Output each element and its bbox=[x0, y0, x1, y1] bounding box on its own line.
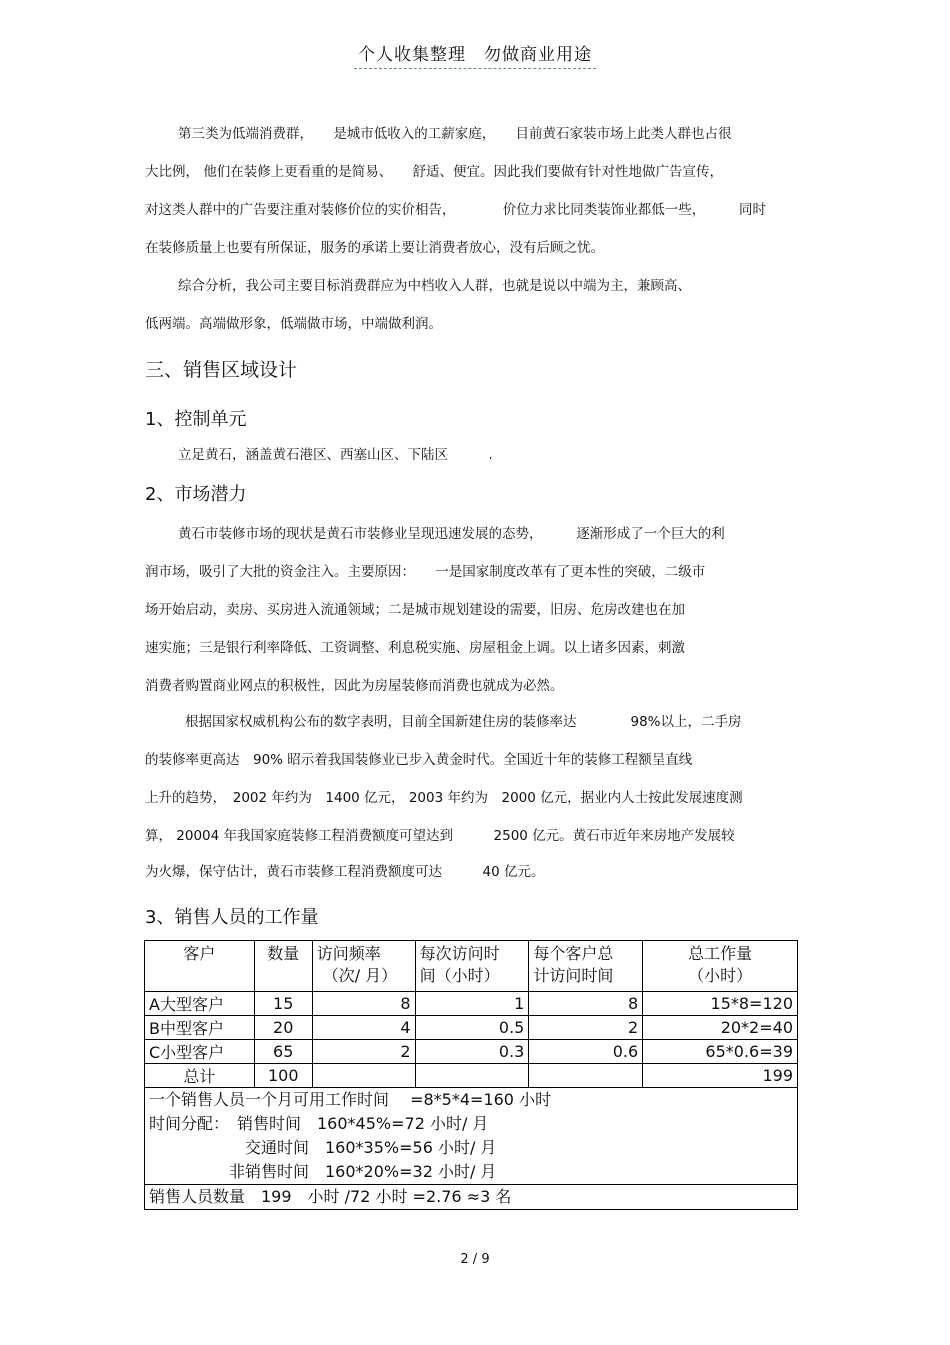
table-cell: 0.5 bbox=[415, 1016, 529, 1040]
table-cell: B中型客户 bbox=[145, 1016, 255, 1040]
subheading-market-potential: 2、市场潜力 bbox=[145, 484, 247, 505]
table-cell: 65*0.6=39 bbox=[643, 1040, 798, 1064]
table-cell: 65 bbox=[254, 1040, 312, 1064]
summary-line: 非销售时间 160*20%=32 小时/ 月 bbox=[149, 1162, 497, 1181]
table-cell: 20*2=40 bbox=[643, 1016, 798, 1040]
header-line: 间（小时） bbox=[419, 966, 500, 985]
table-row bbox=[145, 1016, 798, 1040]
table-cell: 0.3 bbox=[415, 1040, 529, 1064]
summary-line: 时间分配： 销售时间 160*45%=72 小时/ 月 bbox=[149, 1114, 489, 1133]
table-header-cell bbox=[312, 941, 415, 992]
table-cell: 总计 bbox=[145, 1064, 255, 1088]
table-header-row bbox=[145, 941, 798, 992]
paragraph-line: 根据国家权威机构公布的数字表明，目前全国新建住房的装修率达 98%以上，二手房 bbox=[185, 714, 742, 730]
table-cell: 1 bbox=[415, 992, 529, 1016]
section-heading: 三、销售区域设计 bbox=[145, 359, 298, 381]
subheading-sales-workload: 3、销售人员的工作量 bbox=[145, 907, 319, 928]
summary-cell bbox=[145, 1088, 798, 1185]
table-cell: 8 bbox=[312, 992, 415, 1016]
paragraph-line: 为火爆，保守估计，黄石市装修工程消费额度可达 40 亿元。 bbox=[145, 864, 545, 880]
final-row bbox=[145, 1185, 798, 1210]
paragraph-line: 在装修质量上也要有所保证，服务的承诺上要让消费者放心，没有后顾之忧。 bbox=[145, 240, 604, 256]
table-cell: 0.6 bbox=[529, 1040, 643, 1064]
table-header-cell bbox=[254, 941, 312, 992]
table-cell: 15*8=120 bbox=[643, 992, 798, 1016]
paragraph-line: 润市场，吸引了大批的资金注入。主要原因： 一是国家制度改革有了更本性的突破，二级市 bbox=[145, 564, 706, 580]
table-cell: 2 bbox=[529, 1016, 643, 1040]
header-line: 数量 bbox=[267, 944, 300, 963]
paragraph-line: 算， 20004 年我国家庭装修工程消费额度可望达到 2500 亿元。黄石市近年来房地产发展较 bbox=[145, 828, 735, 844]
header-line: 客户 bbox=[183, 944, 216, 963]
table-cell: 8 bbox=[529, 992, 643, 1016]
header-line: （次/ 月） bbox=[322, 966, 398, 985]
paragraph-line: 大比例， 他们在装修上更看重的是简易、 舒适、便宜。因此我们要做有针对性地做广告宣传， bbox=[145, 164, 724, 180]
summary-line: 交通时间 160*35%=56 小时/ 月 bbox=[149, 1138, 497, 1157]
table-cell: 15 bbox=[254, 992, 312, 1016]
table-cell bbox=[415, 1064, 529, 1088]
header-line: 访问频率 bbox=[316, 944, 381, 963]
paragraph-line: 上升的趋势， 2002 年约为 1400 亿元， 2003 年约为 2000 亿元，据业内人士按此发展速度测 bbox=[145, 790, 743, 806]
header-line: 计访问时间 bbox=[533, 966, 614, 985]
table-header-cell bbox=[529, 941, 643, 992]
paragraph-line: 立足黄石，涵盖黄石港区、西塞山区、下陆区 . bbox=[178, 447, 493, 463]
summary-line: 一个销售人员一个月可用工作时间 =8*5*4=160 小时 bbox=[149, 1090, 552, 1109]
table-row bbox=[145, 1064, 798, 1088]
paragraph-line: 低两端。高端做形象，低端做市场，中端做利润。 bbox=[145, 316, 442, 332]
table-cell: A大型客户 bbox=[145, 992, 255, 1016]
header-line: 总工作量 bbox=[688, 944, 753, 963]
table-header-cell bbox=[415, 941, 529, 992]
table-cell bbox=[312, 1064, 415, 1088]
table-row bbox=[145, 992, 798, 1016]
page-number: 2 / 9 bbox=[460, 1252, 490, 1267]
table-header-cell bbox=[145, 941, 255, 992]
table-cell: 2 bbox=[312, 1040, 415, 1064]
paragraph-line: 的装修率更高达 90% 昭示着我国装修业已步入黄金时代。全国近十年的装修工程额呈直线 bbox=[145, 752, 693, 768]
paragraph-line: 速实施；三是银行利率降低、工资调整、利息税实施、房屋租金上调。以上诸多因素，刺激 bbox=[145, 640, 685, 656]
table-cell: 100 bbox=[254, 1064, 312, 1088]
paragraph-line: 黄石市装修市场的现状是黄石市装修业呈现迅速发展的态势， 逐渐形成了一个巨大的利 bbox=[178, 526, 725, 542]
subheading-control-unit: 1、控制单元 bbox=[145, 409, 247, 430]
table-cell: 20 bbox=[254, 1016, 312, 1040]
table-cell: 199 bbox=[643, 1064, 798, 1088]
header-title: 个人收集整理 勿做商业用途 bbox=[354, 45, 596, 69]
paragraph-line: 第三类为低端消费群， 是城市低收入的工薪家庭， 目前黄石家装市场上此类人群也占很 bbox=[178, 126, 732, 142]
summary-row bbox=[145, 1088, 798, 1185]
table-cell: C小型客户 bbox=[145, 1040, 255, 1064]
table-cell: 4 bbox=[312, 1016, 415, 1040]
page-header bbox=[0, 40, 950, 65]
paragraph-line: 场开始启动，卖房、买房进入流通领域；二是城市规划建设的需要，旧房、危房改建也在加 bbox=[145, 602, 685, 618]
paragraph-line: 综合分析，我公司主要目标消费群应为中档收入人群，也就是说以中端为主，兼顾高、 bbox=[178, 278, 691, 294]
header-line: 每次访问时 bbox=[419, 944, 500, 963]
header-line: 每个客户总 bbox=[533, 944, 614, 963]
table-row bbox=[145, 1040, 798, 1064]
paragraph-line: 对这类人群中的广告要注重对装修价位的实价相告， 价位力求比同类装饰业都低一些， 同时 bbox=[145, 202, 766, 218]
table-cell bbox=[529, 1064, 643, 1088]
workload-table bbox=[144, 940, 798, 1210]
sales-staff-count: 销售人员数量 199 小时 /72 小时 =2.76 ≈3 名 bbox=[145, 1185, 798, 1210]
header-line: （小时） bbox=[688, 966, 753, 985]
table-header-cell bbox=[643, 941, 798, 992]
paragraph-line: 消费者购置商业网点的积极性，因此为房屋装修而消费也就成为必然。 bbox=[145, 678, 564, 694]
